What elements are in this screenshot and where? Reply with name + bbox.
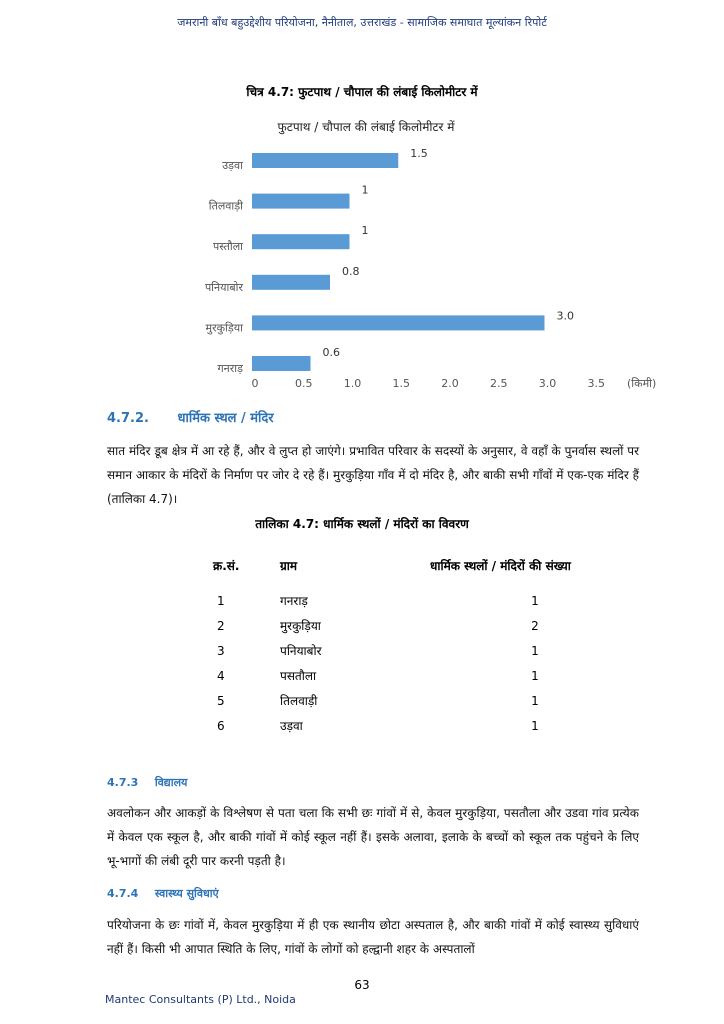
bar xyxy=(252,234,350,249)
data-label: 1 xyxy=(361,183,369,197)
category-label: मुरकुड़िया xyxy=(205,321,243,335)
header-village: ग्राम xyxy=(280,558,298,573)
table-row xyxy=(205,688,640,713)
cell-serial: 3 xyxy=(217,643,225,658)
section-number: 4.7.2. xyxy=(107,411,149,426)
x-tick-label: 0 xyxy=(251,377,259,390)
header-serial: क्र.सं. xyxy=(213,558,240,573)
cell-count: 1 xyxy=(531,693,539,708)
section-paragraph-4-7-2: सात मंदिर डूब क्षेत्र में आ रहे हैं, और वे लुप्त हो जाएंगे। प्रभावित परिवार के सदस्यों के अनुसार, वे वहाँ के पुनर्वास स्थलों पर समान आकार के मंदिरों के निर्माण पर जोर दे रहे हैं। मुरकुड़िया गाँव में दो मंदिर है, और बाकी सभी गाँवों में एक-एक मंदिर हैं (तालिका 4.7)। xyxy=(107,444,639,506)
data-label: 1.5 xyxy=(410,147,428,160)
category-label: गनराड़ xyxy=(217,362,243,375)
cell-count: 1 xyxy=(531,643,539,658)
bar xyxy=(252,194,350,209)
page-header: जमरानी बाँध बहुउद्देशीय परियोजना, नैनीताल, उत्तराखंड - सामाजिक समाघात मूल्यांकन रिपोर्ट xyxy=(177,16,547,29)
section-title: स्वास्थ्य सुविधाएं xyxy=(154,887,219,900)
bar xyxy=(252,153,398,168)
cell-serial: 4 xyxy=(217,668,225,683)
cell-count: 2 xyxy=(531,618,539,633)
table-header-row xyxy=(205,552,640,578)
figure-caption: चित्र 4.7: फुटपाथ / चौपाल की लंबाई किलोमीटर में xyxy=(246,85,478,99)
bar-chart xyxy=(0,110,724,395)
x-tick-label: 1.5 xyxy=(392,377,410,390)
cell-village: पसतौला xyxy=(280,669,317,683)
cell-serial: 2 xyxy=(217,618,225,633)
x-tick-label: 3.0 xyxy=(538,377,557,390)
table-row xyxy=(205,663,640,688)
cell-count: 1 xyxy=(531,668,539,683)
x-tick-label: 0.5 xyxy=(295,377,313,390)
section-title: विद्यालय xyxy=(154,776,188,789)
cell-village: पनियाबोर xyxy=(280,644,322,658)
section-title: धार्मिक स्थल / मंदिर xyxy=(177,411,274,426)
page-number: 63 xyxy=(354,978,370,992)
religious-sites-table xyxy=(205,552,640,738)
table-row xyxy=(205,578,640,613)
category-label: पस्तौला xyxy=(213,240,243,254)
section-number: 4.7.4 xyxy=(107,887,139,900)
section-number: 4.7.3 xyxy=(107,776,139,789)
section-heading-4-7-2 xyxy=(107,408,274,426)
section-paragraph-4-7-4: परियोजना के छः गांवों में, केवल मुरकुड़िया में ही एक स्थानीय छोटा अस्पताल है, और बाकी गांवों में कोई स्वास्थ्य सुविधाएं नहीं हैं। किसी भी आपात स्थिति के लिए, गांवों के लोगों को हल्द्वानी शहर के अस्पतालों xyxy=(107,918,639,956)
x-tick-label: 3.5 xyxy=(587,377,605,390)
x-tick-label: 2.0 xyxy=(441,377,459,390)
data-label: 0.8 xyxy=(342,264,360,278)
cell-serial: 6 xyxy=(217,718,225,733)
cell-village: मुरकुड़िया xyxy=(280,619,321,633)
chart-title: फुटपाथ / चौपाल की लंबाई किलोमीटर में xyxy=(277,120,455,134)
header-count: धार्मिक स्थलों / मंदिरों की संख्या xyxy=(430,558,571,573)
category-label: तिलवाड़ी xyxy=(208,199,243,213)
section-paragraph-4-7-3: अवलोकन और आकड़ों के विश्लेषण से पता चला कि सभी छः गांवों में से, केवल मुरकुड़िया, पसतौला और उडवा गांव प्रत्येक में केवल एक स्कूल है, और बाकी गांवों में कोई स्कूल नहीं हैं। इसके अलावा, इलाके के बच्चों को स्कूल तक पहुंचने के लिए भू-भागों की लंबी दूरी पार करनी पड़ती है। xyxy=(107,806,639,868)
table-row xyxy=(205,613,640,638)
cell-serial: 1 xyxy=(217,593,225,608)
section-heading-4-7-3 xyxy=(107,775,187,790)
data-label: 3.0 xyxy=(556,309,574,323)
cell-count: 1 xyxy=(531,718,539,733)
bar xyxy=(252,315,545,330)
table-caption: तालिका 4.7: धार्मिक स्थलों / मंदिरों का विवरण xyxy=(255,517,469,531)
table-row xyxy=(205,713,640,738)
category-label: उड़वा xyxy=(222,159,243,172)
cell-serial: 5 xyxy=(217,693,225,708)
x-axis-unit: (किमी) xyxy=(627,377,657,390)
bar xyxy=(252,275,330,290)
footer-company: Mantec Consultants (P) Ltd., Noida xyxy=(105,993,296,1006)
x-tick-label: 2.5 xyxy=(490,377,508,390)
cell-village: उड़वा xyxy=(280,719,303,733)
bar xyxy=(252,356,311,371)
data-label: 0.6 xyxy=(322,346,340,359)
section-heading-4-7-4 xyxy=(107,886,219,901)
data-label: 1 xyxy=(361,224,369,238)
cell-village: गनराड़ xyxy=(280,594,308,608)
cell-village: तिलवाड़ी xyxy=(280,694,318,708)
table-row xyxy=(205,638,640,663)
x-tick-label: 1.0 xyxy=(343,377,362,390)
category-label: पनियाबोर xyxy=(204,280,243,294)
cell-count: 1 xyxy=(531,593,539,608)
